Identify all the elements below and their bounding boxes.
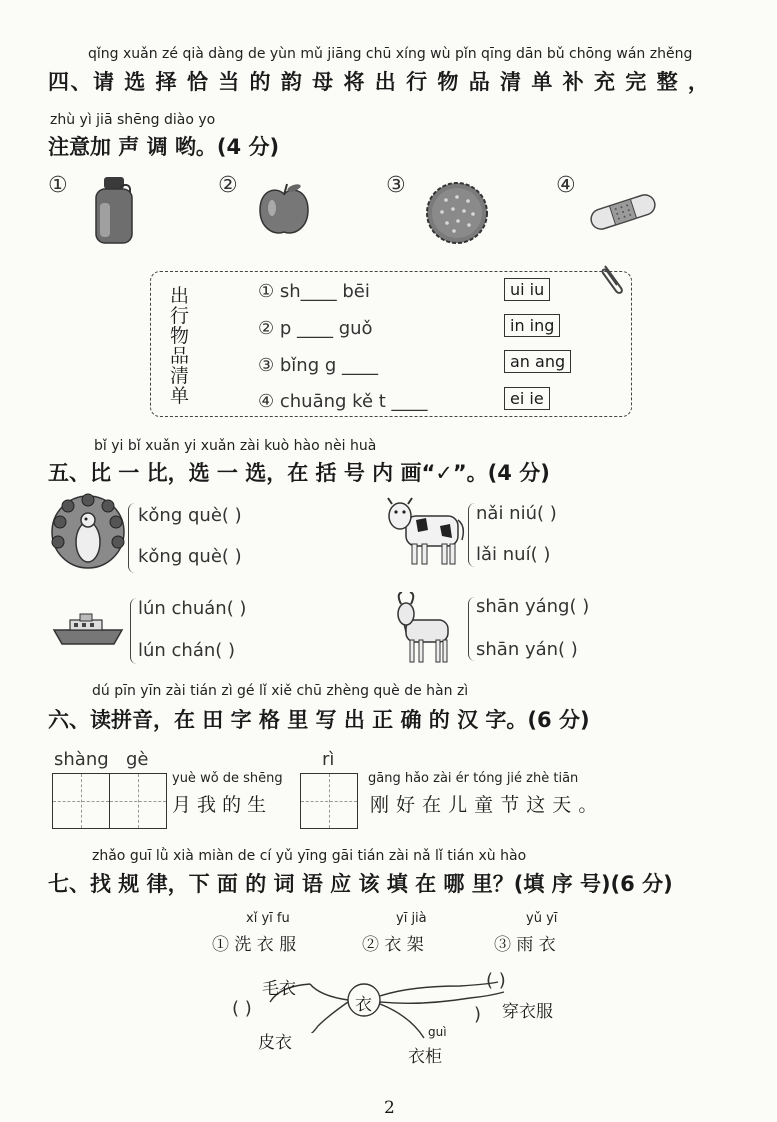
- ship-icon: [52, 612, 124, 648]
- tree-blank-right[interactable]: ( ): [486, 970, 506, 991]
- option3-text: ③ 雨 衣: [494, 935, 556, 955]
- brace-2: [468, 503, 475, 567]
- section5-pinyin: bǐ yi bǐ xuǎn yi xuǎn zài kuò hào nèi huà: [94, 438, 377, 454]
- goat-option-b: shān yán( ): [476, 639, 578, 660]
- paper-clip-icon: [597, 262, 627, 296]
- list-item-2: ② p ____ guǒ: [258, 318, 373, 339]
- tree-word-piyi: 皮衣: [258, 1033, 292, 1053]
- list-item-3: ③ bǐng g ____: [258, 355, 378, 376]
- tianzige-grid-2[interactable]: [300, 773, 358, 829]
- list-item-1: ① sh____ bēi: [258, 281, 370, 302]
- list-options-3: an ang: [504, 350, 571, 373]
- tianzige-cell[interactable]: [53, 774, 110, 828]
- peacock-option-a: kǒng què( ): [138, 505, 242, 526]
- goat-icon: [392, 592, 456, 664]
- packing-list-label: 出行物品清单: [170, 285, 190, 407]
- peacock-icon: [46, 492, 130, 572]
- bandage-icon: [586, 194, 660, 230]
- section7-pinyin: zhǎo guī lǜ xià miàn de cí yǔ yīng gāi tián zài nǎ lǐ tián xù hào: [92, 848, 527, 864]
- list-options-4: ei ie: [504, 387, 550, 410]
- picture-number-1: ①: [48, 173, 68, 198]
- picture-number-4: ④: [556, 173, 576, 198]
- section6-pinyin: dú pīn yīn zài tián zì gé lǐ xiě chū zhèng què de hàn zì: [92, 683, 469, 699]
- brace-3: [130, 598, 137, 664]
- tree-word-maoyi: 毛衣: [262, 979, 296, 999]
- section7-title: 七、找 规 律，下 面 的 词 语 应 该 填 在 哪 里？(填 序 号)(6 分): [48, 872, 673, 896]
- section4-title-line2: 注意加 声 调 哟。(4 分): [48, 135, 280, 159]
- picture-number-3: ③: [386, 173, 406, 198]
- option2-pinyin: yī jià: [396, 911, 427, 926]
- picture-number-2: ②: [218, 173, 238, 198]
- page-number: 2: [384, 1098, 395, 1118]
- peacock-option-b: kǒng què( ): [138, 546, 242, 567]
- biscuit-icon: [424, 180, 490, 246]
- tianzige-grid-1[interactable]: [52, 773, 167, 829]
- section5-title: 五、比 一 比，选 一 选，在 括 号 内 画“✓”。(4 分): [48, 461, 550, 485]
- tree-word-yigui: 衣柜: [408, 1047, 442, 1067]
- brace-4: [468, 597, 475, 661]
- water-bottle-icon: [90, 175, 140, 245]
- option1-pinyin: xǐ yī fu: [246, 911, 290, 926]
- cow-option-a: nǎi niú( ): [476, 503, 557, 524]
- list-options-1: ui iu: [504, 278, 550, 301]
- cow-option-b: lǎi nuí( ): [476, 544, 551, 565]
- option1-text: ① 洗 衣 服: [212, 935, 297, 955]
- list-options-2: in ing: [504, 314, 560, 337]
- option2-text: ② 衣 架: [362, 935, 424, 955]
- section6-title: 六、读拼音，在 田 字 格 里 写 出 正 确 的 汉 字。(6 分): [48, 708, 590, 732]
- sentence1-text: 月 我 的 生: [172, 794, 267, 816]
- tianzige-cell[interactable]: [301, 774, 357, 828]
- ship-option-b: lún chán( ): [138, 640, 236, 661]
- tree-word-chuanyifu: 穿衣服: [502, 1002, 553, 1022]
- ship-option-a: lún chuán( ): [138, 598, 247, 619]
- list-item-4: ④ chuāng kě t ____: [258, 391, 428, 412]
- tree-bracket: ): [474, 1004, 482, 1025]
- apple-icon: [256, 182, 312, 238]
- tree-pinyin-gui: guì: [428, 1025, 447, 1039]
- sentence1-pinyin: yuè wǒ de shēng: [172, 771, 283, 786]
- center-character: 衣: [355, 995, 372, 1015]
- grid-pinyin-ge: gè: [126, 749, 149, 770]
- grid-pinyin-ri: rì: [322, 749, 335, 770]
- section4-title-line1: 四、请 选 择 恰 当 的 韵 母 将 出 行 物 品 清 单 补 充 完 整 ，: [48, 70, 711, 94]
- brace-1: [128, 503, 135, 573]
- tianzige-cell[interactable]: [110, 774, 166, 828]
- option3-pinyin: yǔ yī: [526, 911, 558, 926]
- goat-option-a: shān yáng( ): [476, 596, 590, 617]
- grid-pinyin-shang: shàng: [54, 749, 109, 770]
- tree-blank-left[interactable]: ( ): [232, 998, 252, 1019]
- cow-icon: [386, 496, 466, 568]
- sentence2-text: 刚 好 在 儿 童 节 这 天 。: [370, 794, 598, 816]
- sentence2-pinyin: gāng hǎo zài ér tóng jié zhè tiān: [368, 771, 579, 786]
- section4-pinyin-line1: qǐng xuǎn zé qià dàng de yùn mǔ jiāng chū xíng wù pǐn qīng dān bǔ chōng wán zhěng: [88, 46, 693, 62]
- section4-pinyin-line2: zhù yì jiā shēng diào yo: [50, 112, 216, 128]
